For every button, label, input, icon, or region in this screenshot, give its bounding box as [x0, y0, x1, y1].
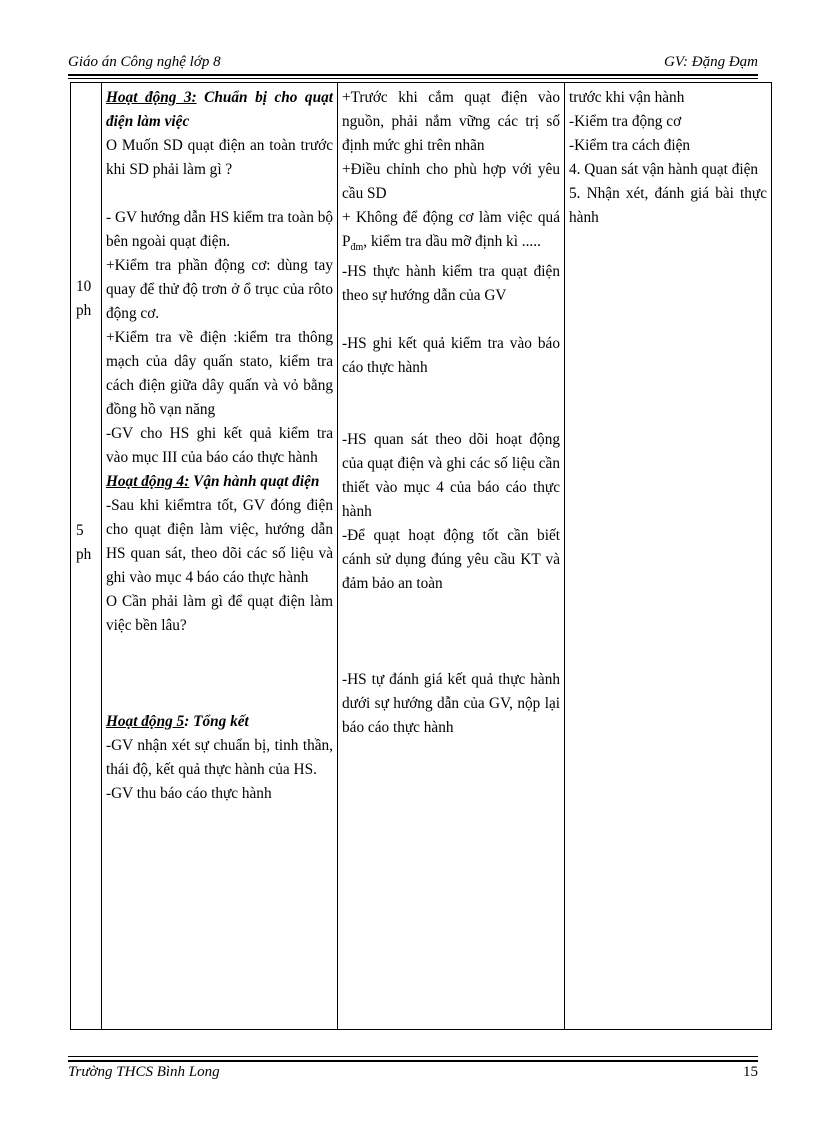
time-10: [76, 275, 91, 323]
activity-4-title: [106, 470, 333, 494]
page-header: [68, 54, 758, 74]
time-unit-1: ph: [76, 302, 92, 319]
teacher-step-2: +Kiểm tra phần động cơ: dùng tay quay để thử độ trơn ở ổ trục của rôto động cơ.: [106, 257, 333, 322]
activity-5-title: [106, 710, 333, 734]
page-footer: [68, 1064, 758, 1084]
time-column: [71, 83, 102, 1030]
header-rule-thin: [68, 78, 758, 79]
time-5: [76, 519, 91, 567]
activity-3-title: [106, 86, 333, 134]
teacher-question-1: O Muốn SD quạt điện an toàn trước khi SD phải làm gì ?: [106, 137, 333, 178]
time-value-1: 10: [76, 278, 92, 295]
activity-4-name: Vận hành quạt điện: [189, 473, 320, 490]
header-rule: [68, 74, 758, 76]
activity-5-label: Hoạt động 5: [106, 713, 185, 730]
teacher-step-5: -Sau khi kiểmtra tốt, GV đóng điện cho quạt điện làm việc, hướng dẫn HS quan sát, theo dõi các số liệu và ghi vào mục 4 báo cáo thực hành: [106, 497, 333, 586]
activity-3-name: Chuẩn bị cho quạt điện làm việc: [106, 89, 333, 130]
student-answer-3: [342, 206, 560, 260]
content-item-4: 4. Quan sát vận hành quạt điện: [569, 161, 759, 178]
activity-5-name: : Tổng kết: [184, 713, 249, 730]
lesson-table: [70, 82, 772, 1030]
page-number: 15: [743, 1064, 758, 1080]
time-value-2: 5: [76, 522, 84, 539]
student-answer-7: -Để quạt hoạt động tốt cần biết cánh sử dụng đúng yêu cầu KT và đảm bảo an toàn: [342, 527, 560, 593]
teacher-step-4: -GV cho HS ghi kết quả kiểm tra vào mục III của báo cáo thực hành: [106, 425, 333, 466]
teacher-activity-column: [102, 83, 338, 1030]
student-activity-column: [338, 83, 565, 1030]
footer-school: Trường THCS Bình Long: [68, 1064, 220, 1080]
content-item-5: 5. Nhận xét, đánh giá bài thực hành: [569, 185, 767, 226]
student-answer-8: -HS tự đánh giá kết quả thực hành dưới sự hướng dẫn của GV, nộp lại báo cáo thực hành: [342, 671, 560, 737]
teacher-step-6: -GV nhận xét sự chuẩn bị, tinh thần, thái độ, kết quả thực hành của HS.: [106, 737, 333, 778]
header-teacher: GV: Đặng Đạm: [663, 54, 758, 70]
footer-rule-thin: [68, 1056, 758, 1057]
student-answer-3-a: + Không để động cơ làm việc quá P: [342, 209, 560, 250]
teacher-step-3: +Kiểm tra về điện :kiểm tra thông mạch của dây quấn stato, kiểm tra cách điện giữa dây quấn và vỏ bằng đồng hồ vạn năng: [106, 329, 333, 418]
teacher-step-7: -GV thu báo cáo thực hành: [106, 785, 272, 802]
student-answer-3-b: , kiểm tra dầu mỡ định kì .....: [363, 233, 541, 250]
activity-4-label: Hoạt động 4:: [106, 473, 190, 490]
teacher-step-1: - GV hướng dẫn HS kiểm tra toàn bộ bên ngoài quạt điện.: [106, 209, 333, 250]
student-answer-1: +Trước khi cắm quạt điện vào nguồn, phải nắm vững các trị số định mức ghi trên nhãn: [342, 89, 560, 154]
header-subject: Giáo án Công nghệ lớp 8: [68, 54, 221, 70]
time-unit-2: ph: [76, 546, 92, 563]
content-column: [565, 83, 772, 1030]
teacher-question-2: O Cần phải làm gì để quạt điện làm việc bền lâu?: [106, 593, 333, 634]
student-answer-5: -HS ghi kết quả kiểm tra vào báo cáo thực hành: [342, 335, 560, 377]
footer-rule: [68, 1060, 758, 1062]
content-item-3: -Kiểm tra cách điện: [569, 137, 691, 154]
activity-3-label: Hoạt động 3:: [106, 89, 197, 106]
content-item-2: -Kiểm tra động cơ: [569, 113, 682, 130]
student-answer-6: -HS quan sát theo dõi hoạt động của quạt điện và ghi các số liệu cần thiết vào mục 4 của báo cáo thực hành: [342, 431, 560, 521]
student-answer-2: +Điều chỉnh cho phù hợp với yêu cầu SD: [342, 161, 560, 202]
power-subscript: đm: [350, 242, 364, 254]
content-item-1: trước khi vận hành: [569, 89, 685, 106]
student-answer-4: -HS thực hành kiểm tra quạt điện theo sự hướng dẫn của GV: [342, 263, 560, 305]
